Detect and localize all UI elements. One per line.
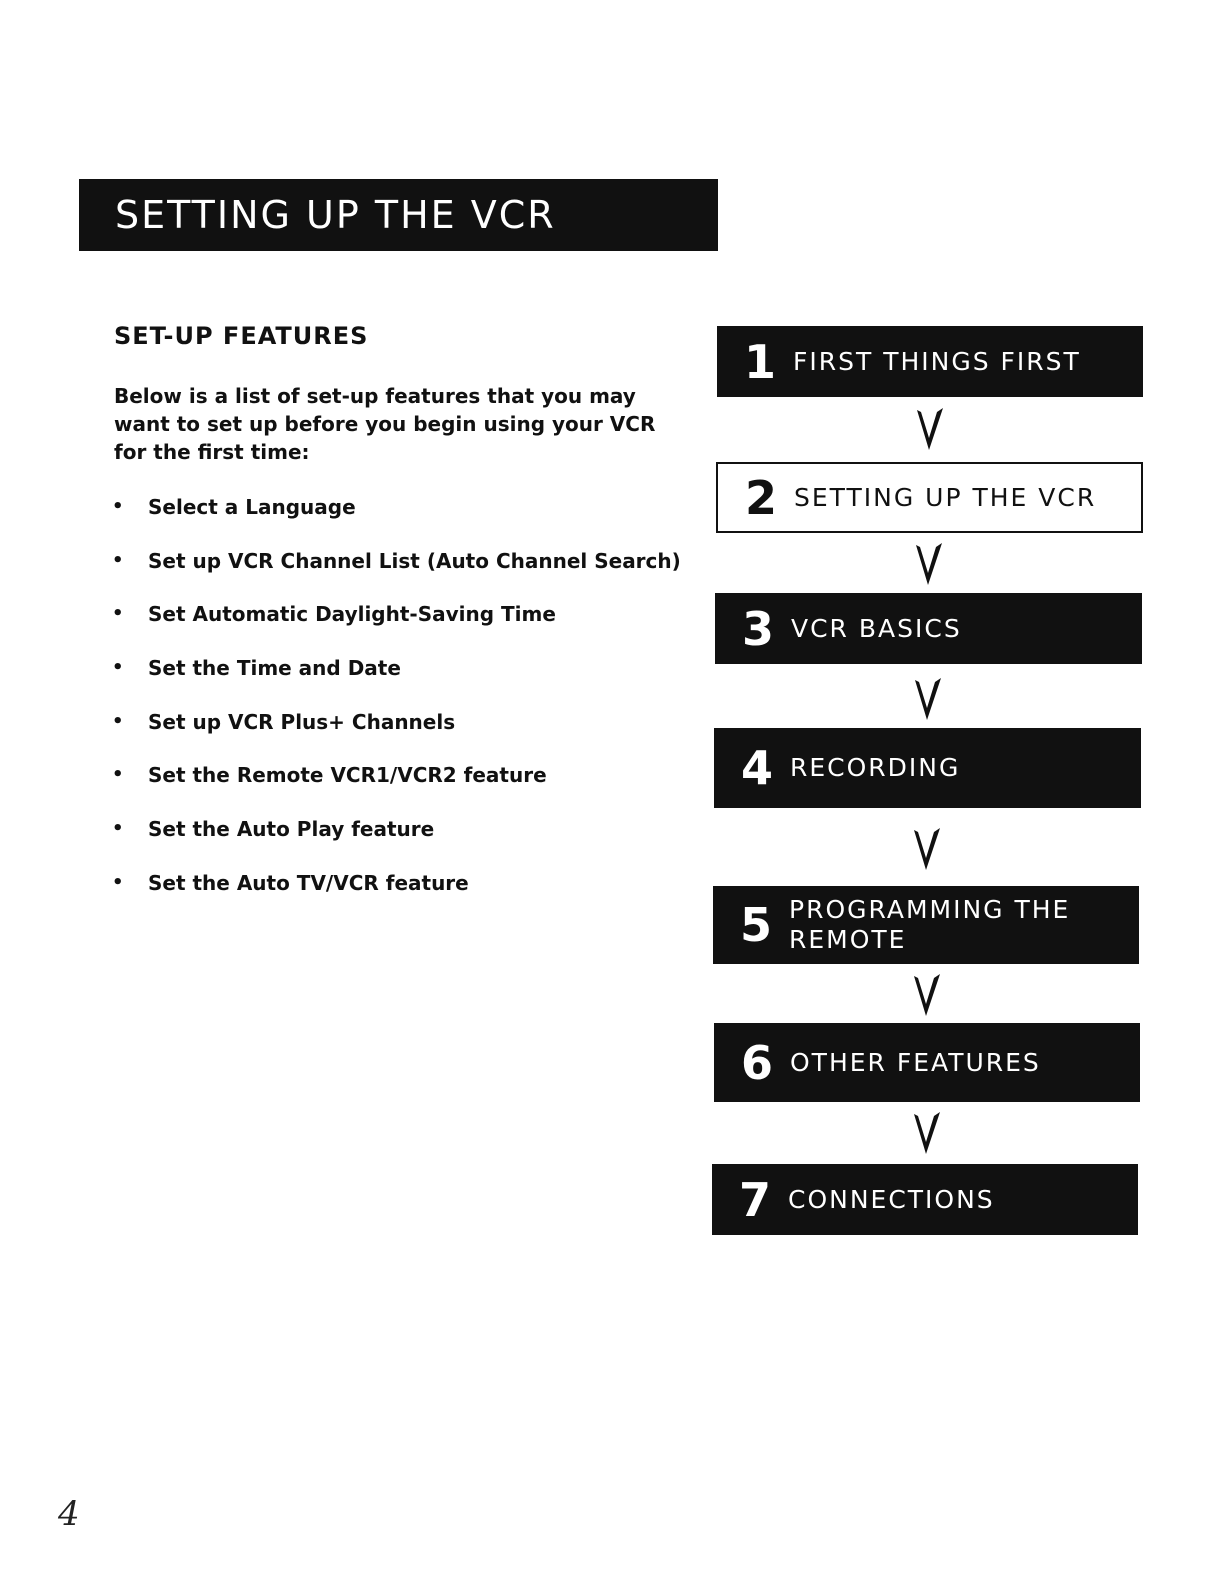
step-number: 3	[741, 601, 774, 656]
bullet-icon: •	[112, 657, 124, 679]
list-item	[110, 866, 710, 920]
bullet-icon: •	[112, 818, 124, 840]
list-item	[110, 651, 710, 705]
feature-label: Set Automatic Daylight-Saving Time	[148, 602, 556, 627]
step-label: PROGRAMMING THE REMOTE	[789, 895, 1071, 954]
step-number: 4	[740, 741, 773, 795]
step-number: 6	[740, 1035, 773, 1090]
step-number: 1	[743, 334, 776, 389]
feature-label: Set the Time and Date	[148, 656, 401, 681]
down-arrow-icon	[912, 826, 942, 872]
step-label: SETTING UP THE VCR	[794, 482, 1097, 512]
page-title: SETTING UP THE VCR	[115, 193, 556, 237]
page-number: 4	[58, 1494, 80, 1534]
step-label: CONNECTIONS	[788, 1184, 995, 1214]
chapter-step-recording[interactable]	[714, 728, 1141, 808]
chapter-step-setting-up-the-vcr[interactable]	[716, 462, 1143, 533]
list-item	[110, 812, 710, 866]
step-label: VCR BASICS	[791, 613, 962, 643]
bullet-icon: •	[112, 603, 124, 625]
chapter-step-other-features[interactable]	[714, 1023, 1140, 1102]
step-label: FIRST THINGS FIRST	[793, 346, 1081, 376]
list-item	[110, 758, 710, 812]
down-arrow-icon	[913, 676, 943, 722]
feature-label: Select a Language	[148, 495, 356, 519]
step-number: 7	[738, 1172, 771, 1227]
feature-list	[110, 490, 710, 920]
bullet-icon: •	[112, 710, 124, 732]
bullet-icon: •	[112, 549, 124, 571]
step-number: 5	[739, 898, 772, 952]
down-arrow-icon	[914, 541, 944, 587]
page-title-bar	[79, 179, 718, 251]
step-label: RECORDING	[790, 753, 961, 782]
chapter-step-programming-the-remote[interactable]	[713, 886, 1139, 964]
feature-label: Set the Auto TV/VCR feature	[148, 870, 469, 895]
intro-paragraph: Below is a list of set-up features that you may want to set up before you begin using your VCR for the first time:	[114, 384, 656, 464]
list-item	[110, 705, 710, 759]
step-number: 2	[744, 470, 777, 525]
chapter-step-vcr-basics[interactable]	[715, 593, 1142, 664]
feature-label: Set up VCR Channel List (Auto Channel Search)	[148, 548, 681, 573]
chapter-step-connections[interactable]	[712, 1164, 1138, 1235]
feature-label: Set the Auto Play feature	[148, 817, 435, 842]
list-item	[110, 544, 710, 598]
bullet-icon: •	[112, 496, 124, 517]
feature-label: Set the Remote VCR1/VCR2 feature	[148, 763, 547, 788]
chapter-step-first-things-first[interactable]	[717, 326, 1143, 397]
bullet-icon: •	[112, 764, 124, 786]
down-arrow-icon	[912, 972, 942, 1018]
bullet-icon: •	[112, 871, 124, 893]
list-item	[110, 597, 710, 651]
down-arrow-icon	[915, 406, 945, 452]
step-label: OTHER FEATURES	[790, 1047, 1041, 1077]
feature-label: Set up VCR Plus+ Channels	[148, 709, 456, 734]
section-heading: SET-UP FEATURES	[114, 322, 369, 350]
list-item	[110, 490, 710, 544]
down-arrow-icon	[912, 1110, 942, 1156]
